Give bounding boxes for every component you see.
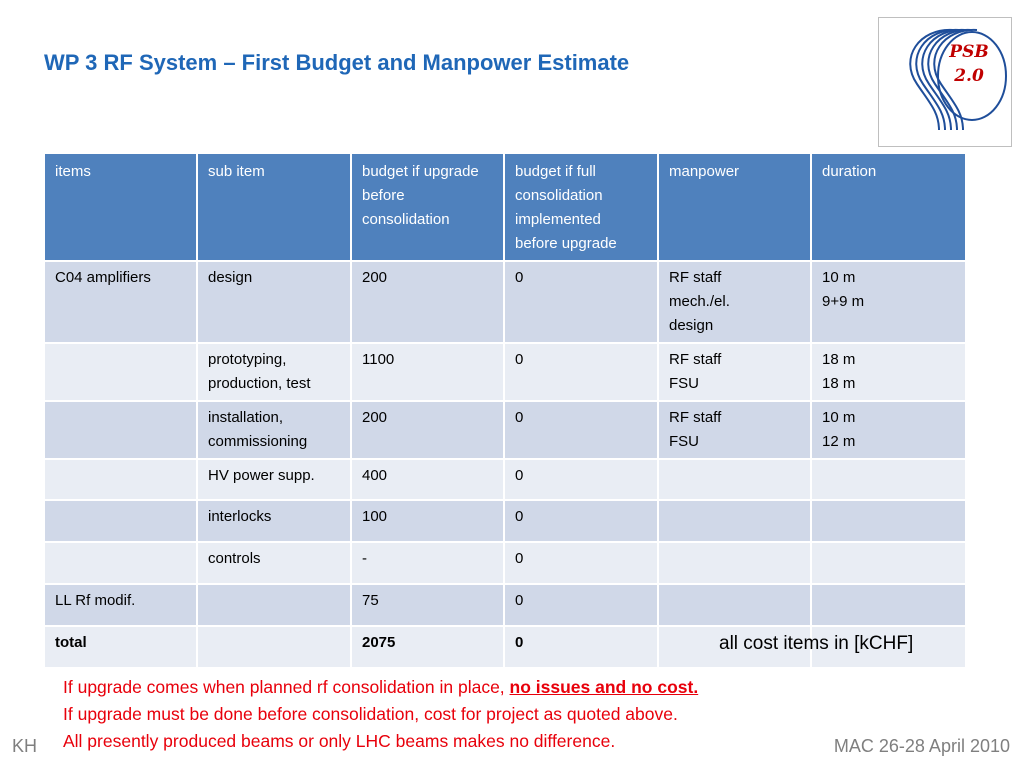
duration-cell-line: 18 m [822,351,856,368]
budget-consolidation-cell: 0 [504,542,658,584]
manpower-cell [658,343,811,401]
sub-item-cell: HV power supp. [197,459,351,500]
item-cell: total [44,626,197,668]
budget-upgrade-cell: 100 [351,500,504,542]
duration-cell [811,459,966,500]
logo-text-version: 2.0 [954,66,984,86]
manpower-cell-line: RF staff [669,351,722,368]
table-row [44,343,966,401]
duration-cell [811,584,966,626]
footer-author: KH [12,736,38,756]
budget-consolidation-cell: 0 [504,401,658,459]
note-line-1-text: If upgrade comes when planned rf consolidation in place, [63,677,510,697]
manpower-cell [658,261,811,343]
manpower-cell-line: FSU [669,375,699,392]
manpower-cell [658,459,811,500]
table-row [44,459,966,500]
table-row [44,542,966,584]
manpower-cell [658,584,811,626]
budget-upgrade-cell: - [351,542,504,584]
budget-consolidation-cell: 0 [504,261,658,343]
header-budget-consolidation: budget if full consolidation implemented before upgrade [504,153,658,261]
manpower-cell-line: RF staff [669,409,722,426]
budget-consolidation-cell: 0 [504,626,658,668]
footer-event: MAC 26-28 April 2010 [833,736,1010,756]
note-line-1-highlight: no issues and no cost. [509,677,699,697]
table-row [44,500,966,542]
item-cell [44,459,197,500]
header-sub-item: sub item [197,153,351,261]
note-line-1 [63,674,698,701]
note-line-3: All presently produced beams or only LHC beams makes no difference. [63,731,616,751]
note-line-2: If upgrade must be done before consolidation, cost for project as quoted above. [63,704,678,724]
slide-title: WP 3 RF System – First Budget and Manpower Estimate [44,50,630,75]
duration-cell [811,500,966,542]
item-cell: C04 amplifiers [44,261,197,343]
manpower-cell-line: FSU [669,433,699,450]
sub-item-cell: installation, commissioning [197,401,351,459]
duration-cell-line: 18 m [822,375,856,392]
header-items: items [44,153,197,261]
header-manpower: manpower [658,153,811,261]
sub-item-cell: prototyping, production, test [197,343,351,401]
duration-cell-line: 12 m [822,433,856,450]
duration-cell-line: 10 m [822,409,856,426]
manpower-cell-line: RF staff [669,269,722,286]
duration-cell [811,343,966,401]
budget-consolidation-cell: 0 [504,584,658,626]
budget-consolidation-cell: 0 [504,500,658,542]
table-header-row [44,153,966,261]
notes-block [63,674,698,755]
sub-item-cell: controls [197,542,351,584]
duration-cell [811,401,966,459]
manpower-cell [658,500,811,542]
sub-item-cell [197,626,351,668]
item-cell [44,500,197,542]
manpower-cell [658,401,811,459]
item-cell [44,343,197,401]
manpower-cell-line: mech./el. [669,293,730,310]
header-duration: duration [811,153,966,261]
logo-text-psb: PSB [949,42,989,62]
table-row [44,261,966,343]
item-cell [44,401,197,459]
manpower-cell-line: design [669,317,714,334]
budget-upgrade-cell: 200 [351,401,504,459]
table-body [44,261,966,668]
budget-upgrade-cell: 75 [351,584,504,626]
budget-upgrade-cell: 2075 [351,626,504,668]
budget-upgrade-cell: 200 [351,261,504,343]
budget-consolidation-cell: 0 [504,459,658,500]
item-cell [44,542,197,584]
budget-upgrade-cell: 1100 [351,343,504,401]
cost-units-note: all cost items in [kCHF] [719,633,914,654]
table-row [44,401,966,459]
header-budget-upgrade: budget if upgrade before consolidation [351,153,504,261]
duration-cell-line: 9+9 m [822,293,865,310]
sub-item-cell: design [197,261,351,343]
duration-cell-line: 10 m [822,269,856,286]
duration-cell [811,261,966,343]
sub-item-cell [197,584,351,626]
budget-upgrade-cell: 400 [351,459,504,500]
duration-cell [811,542,966,584]
item-cell: LL Rf modif. [44,584,197,626]
sub-item-cell: interlocks [197,500,351,542]
table-row [44,584,966,626]
budget-consolidation-cell: 0 [504,343,658,401]
budget-table [43,152,967,669]
manpower-cell [658,542,811,584]
